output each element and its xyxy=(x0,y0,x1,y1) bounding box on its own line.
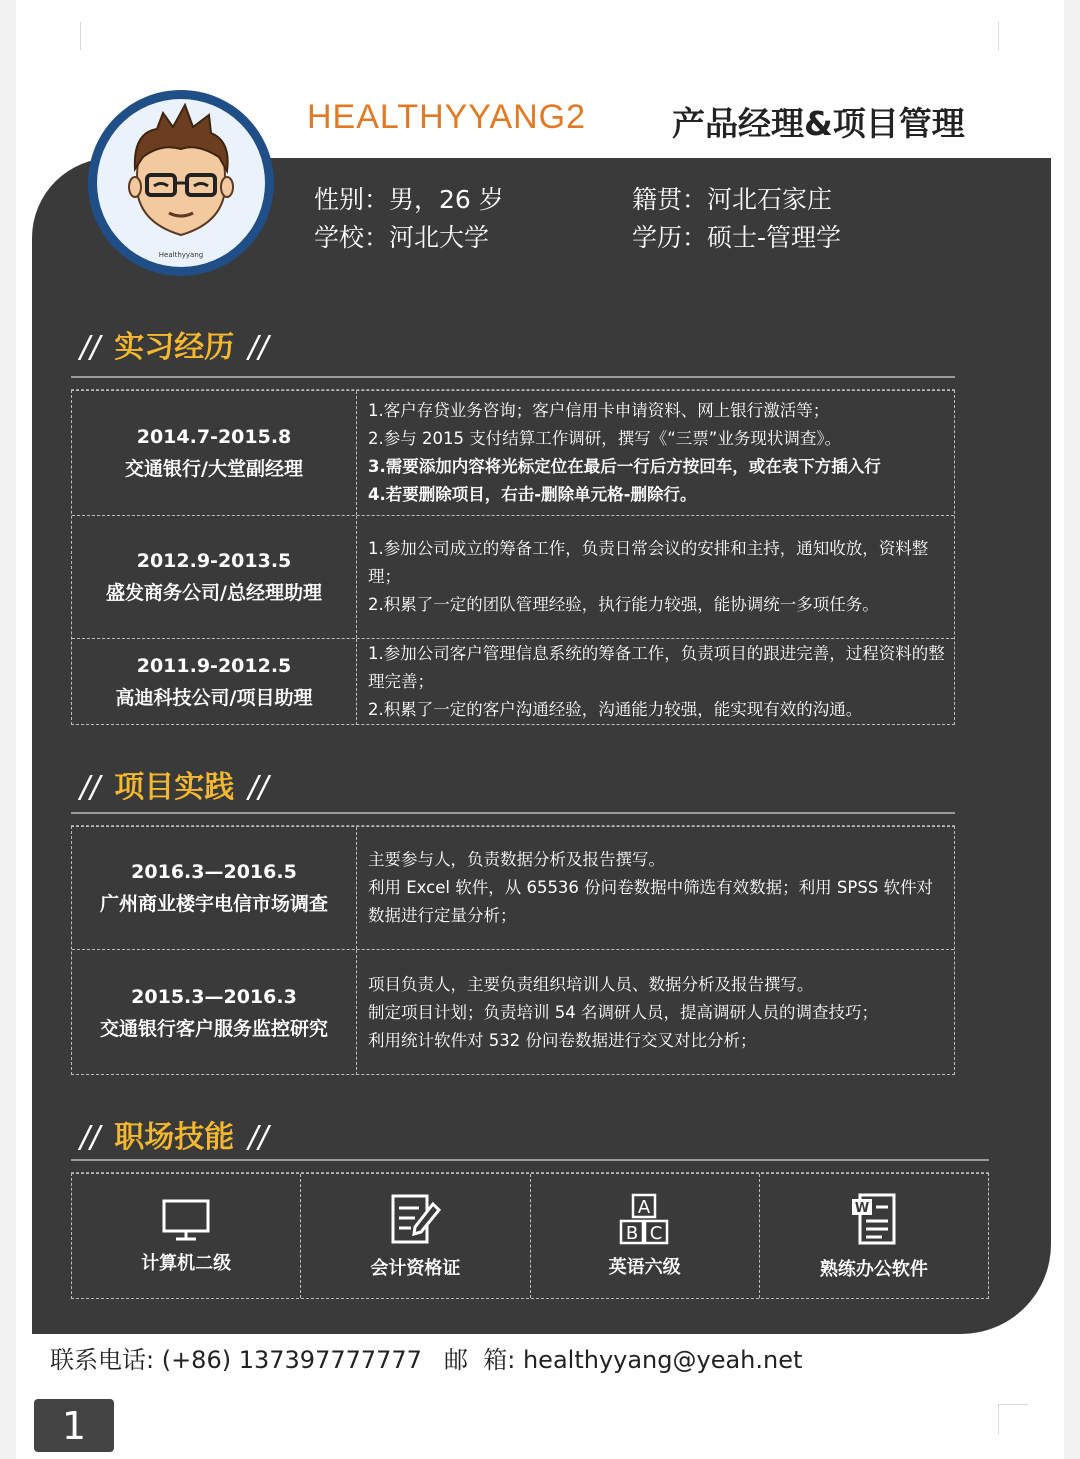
row-org: 交通银行客户服务监控研究 xyxy=(99,1017,328,1040)
svg-text:C: C xyxy=(649,1223,662,1244)
row-line: 1.参加公司客户管理信息系统的筹备工作，负责项目的跟进完善，过程资料的整理完善； xyxy=(368,644,945,691)
skill-label: 计算机二级 xyxy=(141,1253,232,1274)
cartoon-face-icon xyxy=(97,99,265,267)
table-top-rule xyxy=(71,376,955,390)
skill-label: 熟练办公软件 xyxy=(819,1259,928,1280)
row-line: 利用 Excel 软件，从 65536 份问卷数据中筛选有效数据；利用 SPSS 软件对数据进行定量分析； xyxy=(368,878,934,925)
skill-label: 会计资格证 xyxy=(370,1258,461,1279)
abc-blocks-icon xyxy=(617,1193,673,1247)
edit-document-icon xyxy=(387,1192,443,1248)
row-line: 利用统计软件对 532 份问卷数据进行交叉对比分析； xyxy=(368,1030,757,1050)
info-hometown: 籍贯：河北石家庄 xyxy=(632,185,833,214)
skill-item xyxy=(531,1174,760,1298)
table-row xyxy=(72,391,954,516)
row-line: 制定项目计划；负责培训 54 名调研人员，提高调研人员的调查技巧； xyxy=(368,1002,878,1022)
row-period: 2015.3—2016.3 xyxy=(131,985,297,1008)
contact-phone: 联系电话: (+86) 137397777777 xyxy=(50,1346,422,1374)
skill-item xyxy=(301,1174,530,1298)
row-line: 2.参与 2015 支付结算工作调研，撰写《“三票”业务现状调查》。 xyxy=(368,429,842,448)
table-top-rule xyxy=(71,812,955,826)
row-period: 2011.9-2012.5 xyxy=(136,655,292,677)
table-row xyxy=(72,827,954,950)
info-degree: 学历：硕士-管理学 xyxy=(632,223,842,252)
row-line: 项目负责人，主要负责组织培训人员、数据分析及报告撰写。 xyxy=(368,974,814,994)
svg-text:W: W xyxy=(854,1201,870,1216)
skill-label: 英语六级 xyxy=(608,1257,681,1278)
corner-mark-br xyxy=(998,1404,1028,1434)
avatar-caption: Healthyyang xyxy=(158,251,204,259)
skill-item xyxy=(760,1174,988,1298)
svg-text:B: B xyxy=(625,1223,638,1244)
contact-email: 邮 箱: healthyyang@yeah.net xyxy=(444,1346,803,1374)
table-row xyxy=(72,950,954,1075)
svg-text:A: A xyxy=(637,1197,650,1218)
section-title-projects: // 项目实践 // xyxy=(80,770,269,805)
internship-table xyxy=(71,390,955,725)
row-org: 交通银行/大堂副经理 xyxy=(125,458,303,480)
corner-mark-tr xyxy=(998,22,999,50)
info-school: 学校：河北大学 xyxy=(314,223,490,252)
row-period: 2016.3—2016.5 xyxy=(131,861,297,883)
row-line: 3.需要添加内容将光标定位在最后一行后方按回车，或在表下方插入行 xyxy=(368,457,881,476)
row-line: 4.若要删除项目，右击-删除单元格-删除行。 xyxy=(368,485,697,504)
section-title-internship: // 实习经历 // xyxy=(80,330,269,365)
avatar xyxy=(88,90,274,276)
job-title: 产品经理&项目管理 xyxy=(672,104,965,143)
skills-grid xyxy=(71,1173,989,1299)
info-gender: 性别：男，26 岁 xyxy=(314,185,504,214)
row-org: 盛发商务公司/总经理助理 xyxy=(106,582,322,604)
row-org: 广州商业楼宇电信市场调查 xyxy=(99,893,328,915)
monitor-icon xyxy=(160,1197,212,1243)
candidate-name: HEALTHYYANG2 xyxy=(307,98,587,136)
projects-table xyxy=(71,826,955,1075)
table-row xyxy=(72,516,954,639)
table-row xyxy=(72,639,954,725)
row-line: 1.参加公司成立的筹备工作，负责日常会议的安排和主持，通知收放，资料整理； xyxy=(368,539,929,586)
skill-item xyxy=(72,1174,301,1298)
row-line: 主要参与人，负责数据分析及报告撰写。 xyxy=(368,850,665,869)
page-number-badge: 1 xyxy=(34,1399,114,1452)
word-document-icon xyxy=(846,1191,902,1249)
row-line: 2.积累了一定的团队管理经验，执行能力较强，能协调统一多项任务。 xyxy=(368,595,879,614)
row-period: 2012.9-2013.5 xyxy=(136,550,292,572)
row-period: 2014.7-2015.8 xyxy=(136,426,292,448)
row-line: 1.客户存贷业务咨询；客户信用卡申请资料、网上银行激活等； xyxy=(368,401,830,420)
table-top-rule xyxy=(71,1159,989,1173)
section-title-skills: // 职场技能 // xyxy=(80,1120,269,1155)
row-org: 高迪科技公司/项目助理 xyxy=(115,687,313,709)
row-line: 2.积累了一定的客户沟通经验，沟通能力较强，能实现有效的沟通。 xyxy=(368,700,863,719)
corner-mark-tl xyxy=(80,22,81,50)
